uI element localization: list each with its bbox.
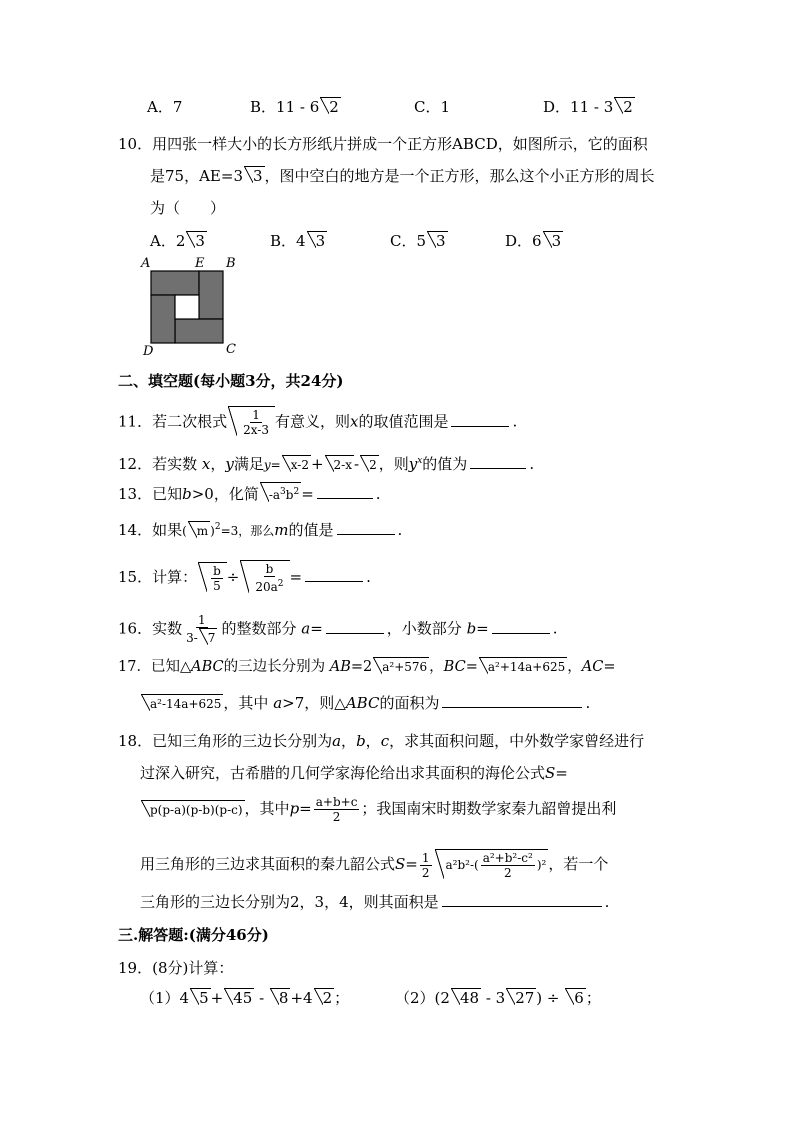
label-d: D (143, 344, 154, 359)
q9-option-c: C．1 (414, 98, 451, 116)
rect-piece-right (199, 271, 223, 319)
sqrt-sign: 2 (320, 97, 341, 115)
answer-blank[interactable] (326, 619, 384, 634)
q9-option-b: B．11 - 6 2 (250, 98, 339, 116)
answer-blank[interactable] (442, 892, 602, 907)
q18-line3: p(p-a)(p-b)(p-c) ，其中p= $\frac{a+b+c}{2}$ ；我国南宋时期数学家秦九韶曾提出利 (140, 795, 616, 824)
q18-line5: 三角形的三边长分别为2，3，4，则其面积是 . (140, 893, 610, 911)
q10-line2: 是75，AE=3 3 ，图中空白的地方是一个正方形，那么这个小正方形的周长 (150, 167, 655, 185)
q17-line1: 17．已知△ABC的三边长分别为 AB=2 a²+576 ，BC= a²+14a+625 ，AC= (118, 659, 616, 675)
q11: 11．若二次根式 $\frac{1}{2x-3}$ 有意义，则x的取值范围是 . (118, 408, 518, 437)
q10-option-b: B．4 3 (270, 232, 326, 250)
section2-title: 二、填空题(每小题3分，共24分) (118, 372, 344, 390)
answer-blank[interactable] (305, 567, 363, 582)
q17-line2: a²-14a+625 ，其中 a>7，则△ABC的面积为 . (140, 693, 590, 713)
q10-option-c: C．5 3 (390, 232, 446, 250)
answer-blank[interactable] (317, 484, 373, 499)
q18-line2: 过深入研究，古希腊的几何学家海伦给出求其面积的海伦公式S= (140, 764, 568, 782)
q10-line1: 10．用四张一样大小的长方形纸片拼成一个正方形ABCD，如图所示，它的面积 (118, 135, 648, 153)
label-b: B (226, 256, 236, 271)
q19-part2: （2）(2 48 - 3 27 ) ÷ 6 ； (395, 989, 601, 1007)
sqrt-sign: 3 (307, 231, 328, 249)
q18-line4: 用三角形的三边求其面积的秦九韶公式S= $\frac{1}{2}$ a²b²-( $\frac{\text{a²+b²-c²}}{2}$ )² ，若一个 (140, 850, 609, 880)
rect-piece-top (151, 271, 199, 295)
q19-title: 19．(8分)计算： (118, 959, 234, 977)
q10-line3: 为（ ） (150, 199, 226, 217)
label-c: C (226, 342, 236, 357)
q16: 16．实数 $\frac{1}{3- 7}$ 的整数部分 a= ，小数部分 b= . (118, 613, 558, 645)
label-e: E (195, 256, 205, 271)
rect-piece-bottom (175, 319, 223, 343)
q15: 15．计算： $\frac{b}{5}$ ÷ $\frac{b}{20a^2}$ = . (118, 562, 371, 594)
square-figure (150, 270, 224, 344)
q14: 14．如果( m )$^2$=3，那么m的值是 . (118, 521, 403, 539)
sqrt-sign: 3 (186, 231, 207, 249)
sqrt-sign: 3 (427, 231, 448, 249)
answer-blank[interactable] (470, 454, 526, 469)
section3-title: 三.解答题:(满分46分) (118, 926, 269, 944)
q10-option-a: A．2 3 (150, 232, 205, 250)
q10-option-d: D．6 3 (505, 232, 562, 250)
sqrt-sign: 3 (543, 231, 564, 249)
q18-line1: 18．已知三角形的三边长分别为a，b，c，求其面积问题，中外数学家曾经进行 (118, 732, 645, 750)
q9-option-d: D．11 - 3 2 (543, 98, 633, 116)
sqrt-sign: 3 (244, 166, 265, 184)
answer-blank[interactable] (451, 412, 509, 427)
answer-blank[interactable] (337, 520, 395, 535)
q9-option-a: A．7 (147, 98, 183, 116)
q12: 12．若实数 x，y满足y= x-2 + 2-x - 2 ，则$y^x$的值为 . (118, 455, 535, 473)
q13: 13．已知b>0，化简 $-a^3b^2$ = . (118, 482, 381, 504)
sqrt-sign: 2 (614, 97, 635, 115)
blank-small-square (175, 295, 199, 319)
label-a: A (141, 256, 151, 271)
answer-blank[interactable] (442, 693, 582, 708)
rect-piece-left (151, 295, 175, 343)
q19-part1: （1）4 5 + 45 - 8 +4 2 ； (140, 989, 350, 1007)
answer-blank[interactable] (492, 619, 550, 634)
